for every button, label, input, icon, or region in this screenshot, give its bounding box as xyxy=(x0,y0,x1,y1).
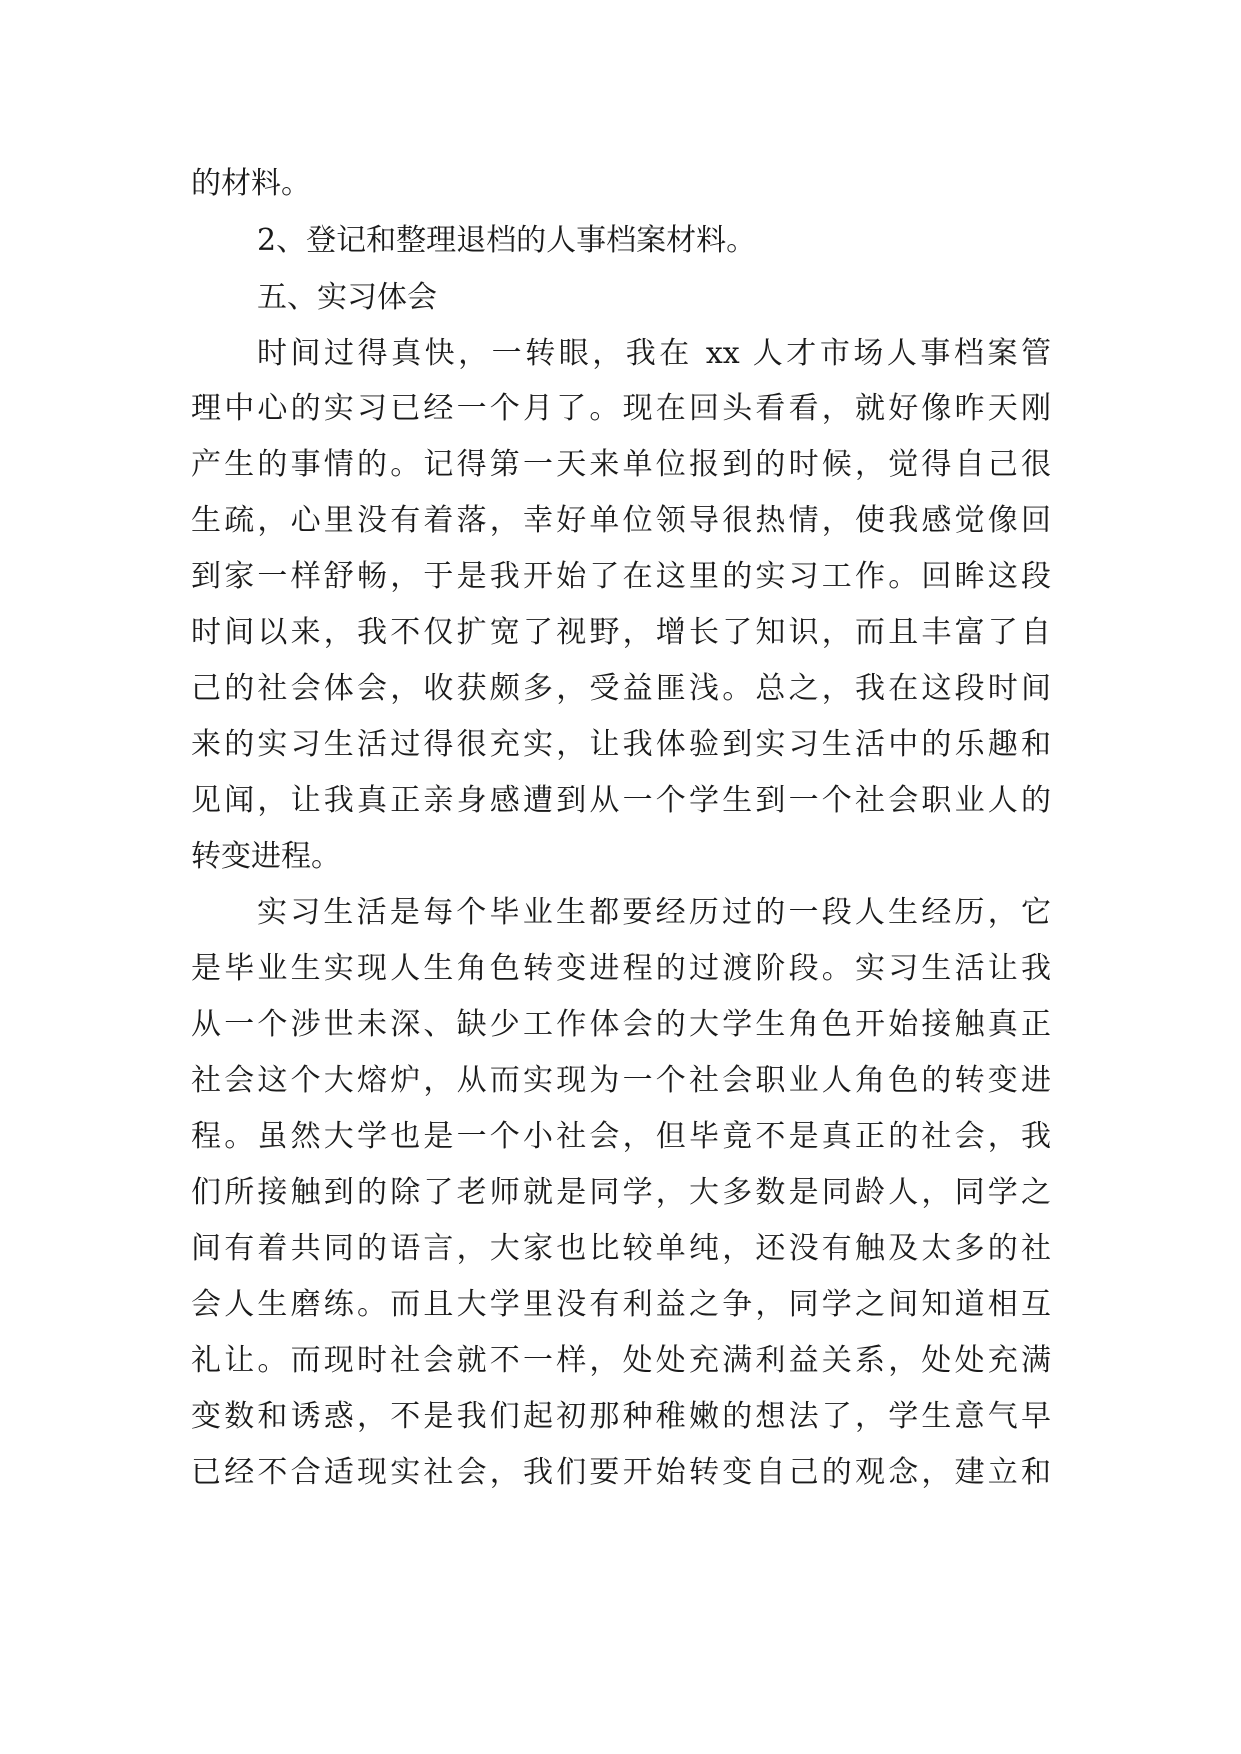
paragraph-line: 生疏，心里没有着落，幸好单位领导很热情，使我感觉像回 xyxy=(191,503,1051,538)
paragraph-line: 见闻，让我真正亲身感遭到从一个学生到一个社会职业人的 xyxy=(191,783,1051,818)
paragraph-line: 从一个涉世未深、缺少工作体会的大学生角色开始接触真正 xyxy=(191,1007,1051,1042)
paragraph-line: 转变进程。 xyxy=(191,839,341,874)
paragraph-line: 产生的事情的。记得第一天来单位报到的时候，觉得自己很 xyxy=(191,447,1051,482)
paragraph-line: 时间过得真快，一转眼，我在 xx 人才市场人事档案管 xyxy=(257,336,1051,371)
paragraph-line: 会人生磨练。而且大学里没有利益之争，同学之间知道相互 xyxy=(191,1287,1051,1322)
paragraph-line: 时间以来，我不仅扩宽了视野，增长了知识，而且丰富了自 xyxy=(191,615,1051,650)
paragraph-line: 到家一样舒畅，于是我开始了在这里的实习工作。回眸这段 xyxy=(191,559,1051,594)
paragraph-line: 已经不合适现实社会，我们要开始转变自己的观念，建立和 xyxy=(191,1455,1051,1490)
paragraph-line: 程。虽然大学也是一个小社会，但毕竟不是真正的社会，我 xyxy=(191,1119,1051,1154)
paragraph-line: 社会这个大熔炉，从而实现为一个社会职业人角色的转变进 xyxy=(191,1063,1051,1098)
paragraph-line: 间有着共同的语言，大家也比较单纯，还没有触及太多的社 xyxy=(191,1231,1051,1266)
section-heading: 五、实习体会 xyxy=(257,280,437,315)
paragraph-line: 是毕业生实现人生角色转变进程的过渡阶段。实习生活让我 xyxy=(191,951,1051,986)
paragraph-line: 来的实习生活过得很充实，让我体验到实习生活中的乐趣和 xyxy=(191,727,1051,762)
paragraph-line: 礼让。而现时社会就不一样，处处充满利益关系，处处充满 xyxy=(191,1343,1051,1378)
paragraph-line: 理中心的实习已经一个月了。现在回头看看，就好像昨天刚 xyxy=(191,391,1051,426)
text-line: 的材料。 xyxy=(191,166,311,201)
paragraph-line: 们所接触到的除了老师就是同学，大多数是同龄人，同学之 xyxy=(191,1175,1051,1210)
paragraph-line: 己的社会体会，收获颇多，受益匪浅。总之，我在这段时间 xyxy=(191,671,1051,706)
paragraph-line: 实习生活是每个毕业生都要经历过的一段人生经历，它 xyxy=(257,895,1051,930)
paragraph-line: 变数和诱惑，不是我们起初那种稚嫩的想法了，学生意气早 xyxy=(191,1399,1051,1434)
list-item-text: 2、登记和整理退档的人事档案材料。 xyxy=(257,223,757,258)
